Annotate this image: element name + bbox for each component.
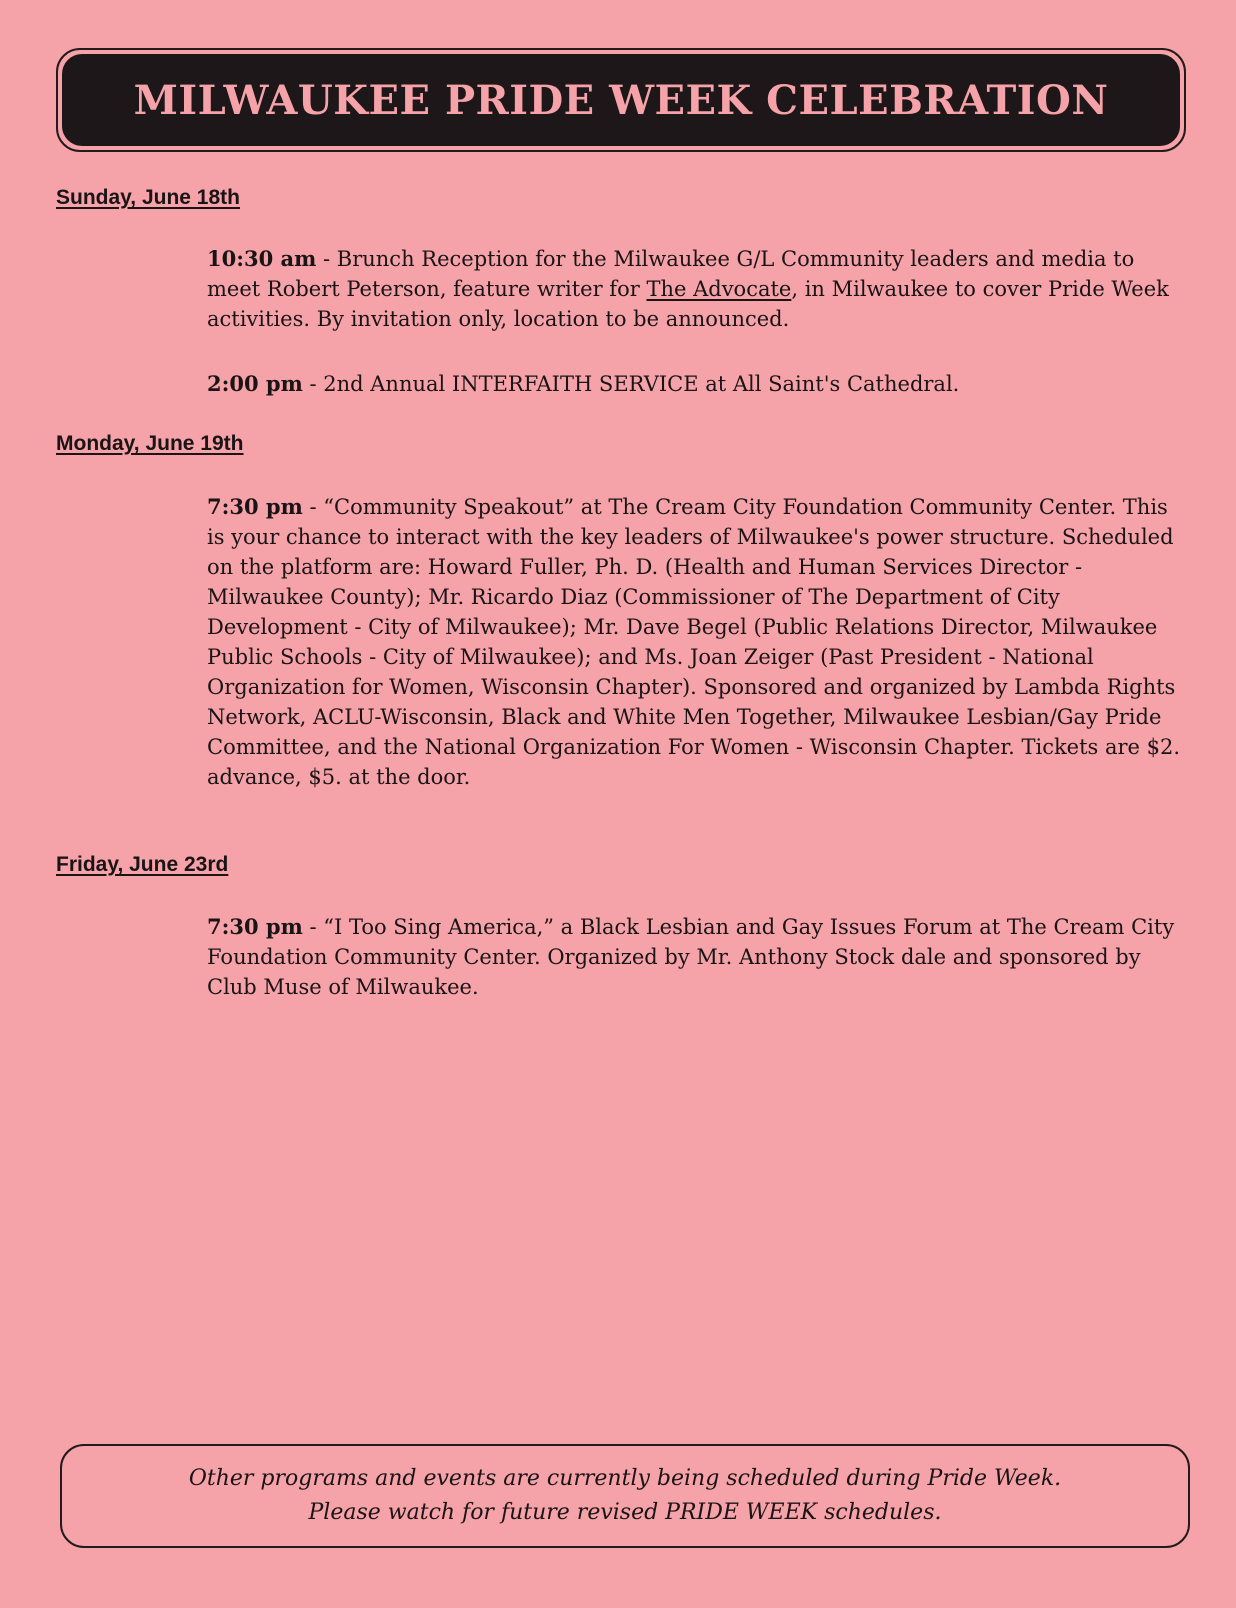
event-time: 10:30 am [207,246,317,271]
event-monday-speakout [207,492,1185,792]
footer-note-box [60,1444,1190,1548]
publication-name: The Advocate [646,277,792,301]
event-sunday-interfaith [207,369,1185,399]
event-description: - “Community Speakout” at The Cream City Foundation Community Center. This is your chance to interact with the key leaders of Milwaukee's power structure. Scheduled on the platform are: Howard Fuller, Ph. D. (Health and Human Services Director - Milwaukee County); Mr. Ricardo Diaz (Commissioner of The Department of City Development - City of Milwaukee); Mr. Dave Begel (Public Relations Director, Milwaukee Public Schools - City of Milwaukee); and Ms. Joan Zeiger (Past President - National Organization for Women, Wisconsin Chapter). Sponsored and organized by Lambda Rights Network, ACLU-Wisconsin, Black and White Men Together, Milwaukee Lesbian/Gay Pride Committee, and the National Organization For Women - Wisconsin Chapter. Tickets are $2. advance, $5. at the door. [207,495,1181,789]
title-banner-fill [62,54,1180,146]
event-description: - 2nd Annual INTERFAITH SERVICE at All Saint's Cathedral. [302,372,960,396]
event-description: - “I Too Sing America,” a Black Lesbian and Gay Issues Forum at The Cream City Foundation Community Center. Organized by Mr. Anthony Stock dale and sponsored by Club Muse of Milwaukee. [207,915,1175,999]
page-title: MILWAUKEE PRIDE WEEK CELEBRATION [133,76,1109,124]
event-friday-forum [207,912,1185,1002]
day-heading-monday: Monday, June 19th [56,432,244,455]
footer-note-line-1: Other programs and events are currently being scheduled during Pride Week. [188,1466,1062,1491]
title-banner [56,48,1186,152]
day-heading-sunday: Sunday, June 18th [56,186,240,209]
day-heading-friday: Friday, June 23rd [56,853,229,876]
event-time: 7:30 pm [207,494,303,519]
event-description-continued: , in Milwaukee to cover Pride Week activities. By invitation only, location to be announced. [207,277,1169,331]
event-description: - Brunch Reception for the Milwaukee G/L Community leaders and media to meet Robert Peterson, feature writer for [207,247,1135,301]
event-sunday-brunch [207,244,1185,334]
event-time: 2:00 pm [207,371,303,396]
event-time: 7:30 pm [207,914,303,939]
footer-note-line-2: Please watch for future revised PRIDE WEEK schedules. [308,1500,942,1525]
